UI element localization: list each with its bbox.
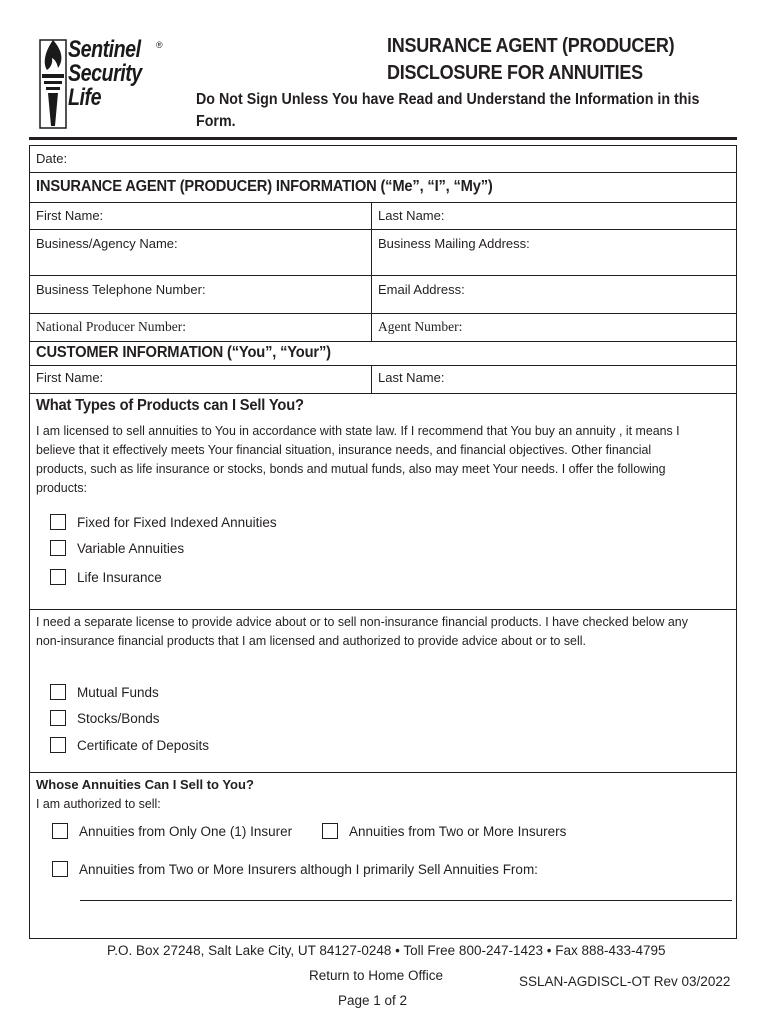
- agent-last-name-field[interactable]: [372, 203, 736, 230]
- non-insurance-option-label: Certificate of Deposits: [77, 737, 210, 753]
- checkbox[interactable]: [50, 684, 66, 700]
- license-text: I need a separate license to provide advice about or to sell non-insurance financial products. I have checked below any non-insurance financial products that I am licensed and authorized to provide advice about or to sell.: [36, 614, 688, 648]
- title-line-2: DISCLOSURE FOR ANNUITIES: [387, 62, 643, 84]
- title-line-1: INSURANCE AGENT (PRODUCER): [387, 35, 675, 57]
- signing-warning: Do Not Sign Unless You have Read and Understand the Information in this Form.: [196, 91, 700, 130]
- checkbox[interactable]: [52, 823, 68, 839]
- insurer-option-label: Annuities from Two or More Insurers although I primarily Sell Annuities From:: [79, 861, 538, 877]
- mailing-address-field[interactable]: [372, 230, 736, 276]
- footer-page-number: Page 1 of 2: [338, 993, 408, 1008]
- products-section: [30, 393, 736, 610]
- email-field[interactable]: [372, 276, 736, 314]
- checkbox[interactable]: [322, 823, 338, 839]
- non-insurance-section: [30, 609, 736, 773]
- checkbox[interactable]: [52, 861, 68, 877]
- agent-last-name-label: Last Name:: [378, 208, 445, 223]
- checkbox[interactable]: [50, 514, 66, 530]
- product-option-label: Fixed for Fixed Indexed Annuities: [77, 514, 277, 530]
- phone-label: Business Telephone Number:: [36, 282, 206, 297]
- customer-name-row: [30, 365, 736, 394]
- checkbox[interactable]: [50, 540, 66, 556]
- insurers-heading: Whose Annuities Can I Sell to You?: [36, 777, 254, 792]
- phone-field[interactable]: [30, 276, 372, 314]
- torch-icon: [38, 38, 68, 130]
- logo-wordmark: [68, 38, 158, 110]
- disclosure-form: [29, 145, 737, 939]
- non-insurance-option-mutual-funds[interactable]: [50, 684, 159, 700]
- agent-first-name-field[interactable]: [30, 203, 372, 230]
- product-option-life[interactable]: [50, 569, 162, 585]
- agent-section-heading: INSURANCE AGENT (PRODUCER) INFORMATION (“Me”, “I”, “My”): [36, 178, 493, 195]
- insurer-option-label: Annuities from Two or More Insurers: [349, 823, 567, 839]
- non-insurance-option-cds[interactable]: [50, 737, 209, 753]
- logo-line-1: Sentinel: [68, 36, 141, 63]
- date-field[interactable]: [30, 146, 736, 172]
- insurer-option-three[interactable]: [52, 861, 538, 877]
- form-title: [387, 33, 706, 87]
- product-option-label: Variable Annuities: [77, 540, 185, 556]
- customer-first-name-field[interactable]: [30, 366, 372, 394]
- agency-name-label: Business/Agency Name:: [36, 236, 178, 251]
- logo-line-3: Life: [68, 84, 102, 111]
- agency-row: [30, 229, 736, 276]
- agent-number-label: Agent Number:: [378, 319, 463, 334]
- npn-label: National Producer Number:: [36, 319, 186, 334]
- product-option-label: Life Insurance: [77, 569, 162, 585]
- products-heading: What Types of Products can I Sell You?: [36, 397, 304, 414]
- insurer-option-label: Annuities from Only One (1) Insurer: [79, 823, 293, 839]
- agent-section-header: [30, 172, 736, 203]
- agent-number-field[interactable]: [372, 314, 736, 342]
- non-insurance-option-label: Mutual Funds: [77, 684, 159, 700]
- insurers-intro: I am authorized to sell:: [36, 796, 161, 811]
- insurers-section: [30, 772, 736, 939]
- non-insurance-option-label: Stocks/Bonds: [77, 710, 160, 726]
- registered-mark: ®: [156, 40, 163, 50]
- agent-first-name-label: First Name:: [36, 208, 104, 223]
- customer-last-name-field[interactable]: [372, 366, 736, 394]
- footer-address: P.O. Box 27248, Salt Lake City, UT 84127-0248 • Toll Free 800-247-1423 • Fax 888-433-4795: [107, 943, 666, 958]
- customer-last-name-label: Last Name:: [378, 370, 445, 385]
- products-intro: I am licensed to sell annuities to You in accordance with state law. If I recommend that You buy an annuity , it means I believe that it effectively meets Your financial situation, insurance needs, and financial objectives. Other financial products, such as life insurance or stocks, bonds and mutual funds, also may meet Your needs. I offer the following products:: [36, 423, 680, 495]
- product-option-fixed[interactable]: [50, 514, 277, 530]
- customer-first-name-label: First Name:: [36, 370, 104, 385]
- producer-number-row: [30, 313, 736, 342]
- date-row: [30, 146, 736, 172]
- npn-field[interactable]: [30, 314, 372, 342]
- insurer-option-two[interactable]: [322, 823, 566, 839]
- contact-row: [30, 275, 736, 314]
- footer-return: Return to Home Office: [309, 968, 444, 983]
- product-option-variable[interactable]: [50, 540, 184, 556]
- agent-name-row: [30, 202, 736, 230]
- footer-form-code: SSLAN-AGDISCL-OT Rev 03/2022: [519, 974, 731, 989]
- agency-name-field[interactable]: [30, 230, 372, 276]
- mailing-address-label: Business Mailing Address:: [378, 236, 530, 251]
- primary-insurer-line[interactable]: [80, 900, 732, 901]
- checkbox[interactable]: [50, 569, 66, 585]
- logo-line-2: Security: [68, 60, 142, 87]
- customer-section-heading: CUSTOMER INFORMATION (“You”, “Your”): [36, 344, 331, 361]
- checkbox[interactable]: [50, 710, 66, 726]
- insurer-option-one[interactable]: [52, 823, 292, 839]
- date-label: Date:: [36, 151, 68, 166]
- customer-section-header: [30, 341, 736, 366]
- non-insurance-option-stocks[interactable]: [50, 710, 160, 726]
- company-logo: [38, 36, 178, 132]
- checkbox[interactable]: [50, 737, 66, 753]
- header-rule: [29, 137, 737, 140]
- email-label: Email Address:: [378, 282, 465, 297]
